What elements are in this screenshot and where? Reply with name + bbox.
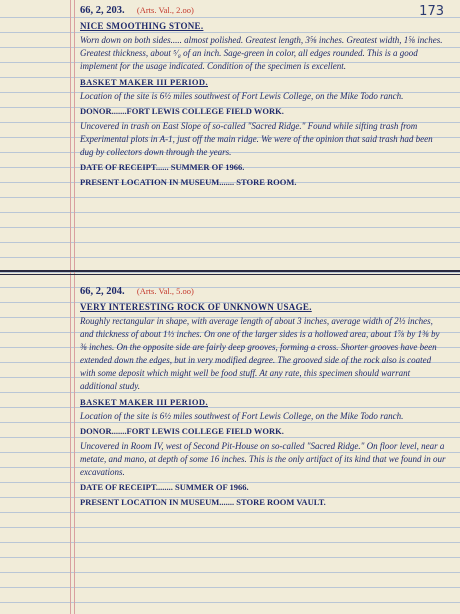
item-title: NICE SMOOTHING STONE. xyxy=(80,21,204,31)
catalog-entry xyxy=(80,285,446,509)
present-location: PRESENT LOCATION IN MUSEUM....... STORE ROOM. xyxy=(80,177,297,187)
donor-line: DONOR.......FORT LEWIS COLLEGE FIELD WORK. xyxy=(80,426,284,436)
margin-line xyxy=(74,0,75,614)
ledger-content xyxy=(80,4,446,191)
period-heading: BASKET MAKER III PERIOD. xyxy=(80,77,208,87)
catalog-number: 66, 2, 204. xyxy=(80,286,125,297)
find-context: Uncovered in trash on East Slope of so-called "Sacred Ridge." Found while sifting trash from Experimental plots in A-1, just off the main ridge. We were of the opinion that said trash had been dug by collectors down through the years. xyxy=(80,121,433,157)
margin-line xyxy=(70,0,71,614)
catalog-entry xyxy=(80,4,446,189)
item-description: Roughly rectangular in shape, with average length of about 3 inches, average width of 2½ inches, and thickness of about 1½ inches. On one of the larger sides is a hollowed area, about 1⅞ by 1⅜ by ⅜ inches. On the opposite side are fairly deep grooves, forming a cross. Shorter grooves have been extended down the edges, but in very modified degree. The grooved side of the rock also is coated with some deposit which might well be food stuff. At any rate, this specimen should warrant additional study. xyxy=(80,316,440,391)
find-context: Uncovered in Room IV, west of Second Pit-House on so-called "Sacred Ridge." On floor level, near a metate, and mano, at depth of some 16 inches. This is the only artifact of its kind that we found in our excavations. xyxy=(80,441,446,477)
valuation: (Arts. Val., 2.oo) xyxy=(136,5,194,15)
page-number: 173 xyxy=(419,4,444,19)
item-title: VERY INTERESTING ROCK OF UNKNOWN USAGE. xyxy=(80,302,312,312)
period-heading: BASKET MAKER III PERIOD. xyxy=(80,397,208,407)
date-of-receipt: DATE OF RECEIPT...... SUMMER OF 1966. xyxy=(80,162,245,172)
valuation: (Arts. Val., 5.oo) xyxy=(136,286,194,296)
catalog-number: 66, 2, 203. xyxy=(80,5,125,16)
entry-header xyxy=(80,285,446,298)
date-of-receipt: DATE OF RECEIPT........ SUMMER OF 1966. xyxy=(80,482,249,492)
site-location: Location of the site is 6½ miles southwest of Fort Lewis College, on the Mike Todo ranch. xyxy=(80,91,404,101)
site-location: Location of the site is 6½ miles southwest of Fort Lewis College, on the Mike Todo ranch. xyxy=(80,411,404,421)
donor-line: DONOR.......FORT LEWIS COLLEGE FIELD WORK. xyxy=(80,106,284,116)
present-location: PRESENT LOCATION IN MUSEUM....... STORE ROOM VAULT. xyxy=(80,497,326,507)
entry-divider xyxy=(0,274,460,275)
entry-header xyxy=(80,4,446,17)
ledger-content-2 xyxy=(80,285,446,511)
entry-divider xyxy=(0,270,460,272)
item-description: Worn down on both sides..... almost polished. Greatest length, 3⅝ inches. Greatest width, 1⅝ inches. Greatest thickness, about ⁵⁄₈ of an inch. Sage-green in color, all edges rounded. This is a good implement for the usage indicated. Condition of the specimen is excellent. xyxy=(80,35,443,71)
